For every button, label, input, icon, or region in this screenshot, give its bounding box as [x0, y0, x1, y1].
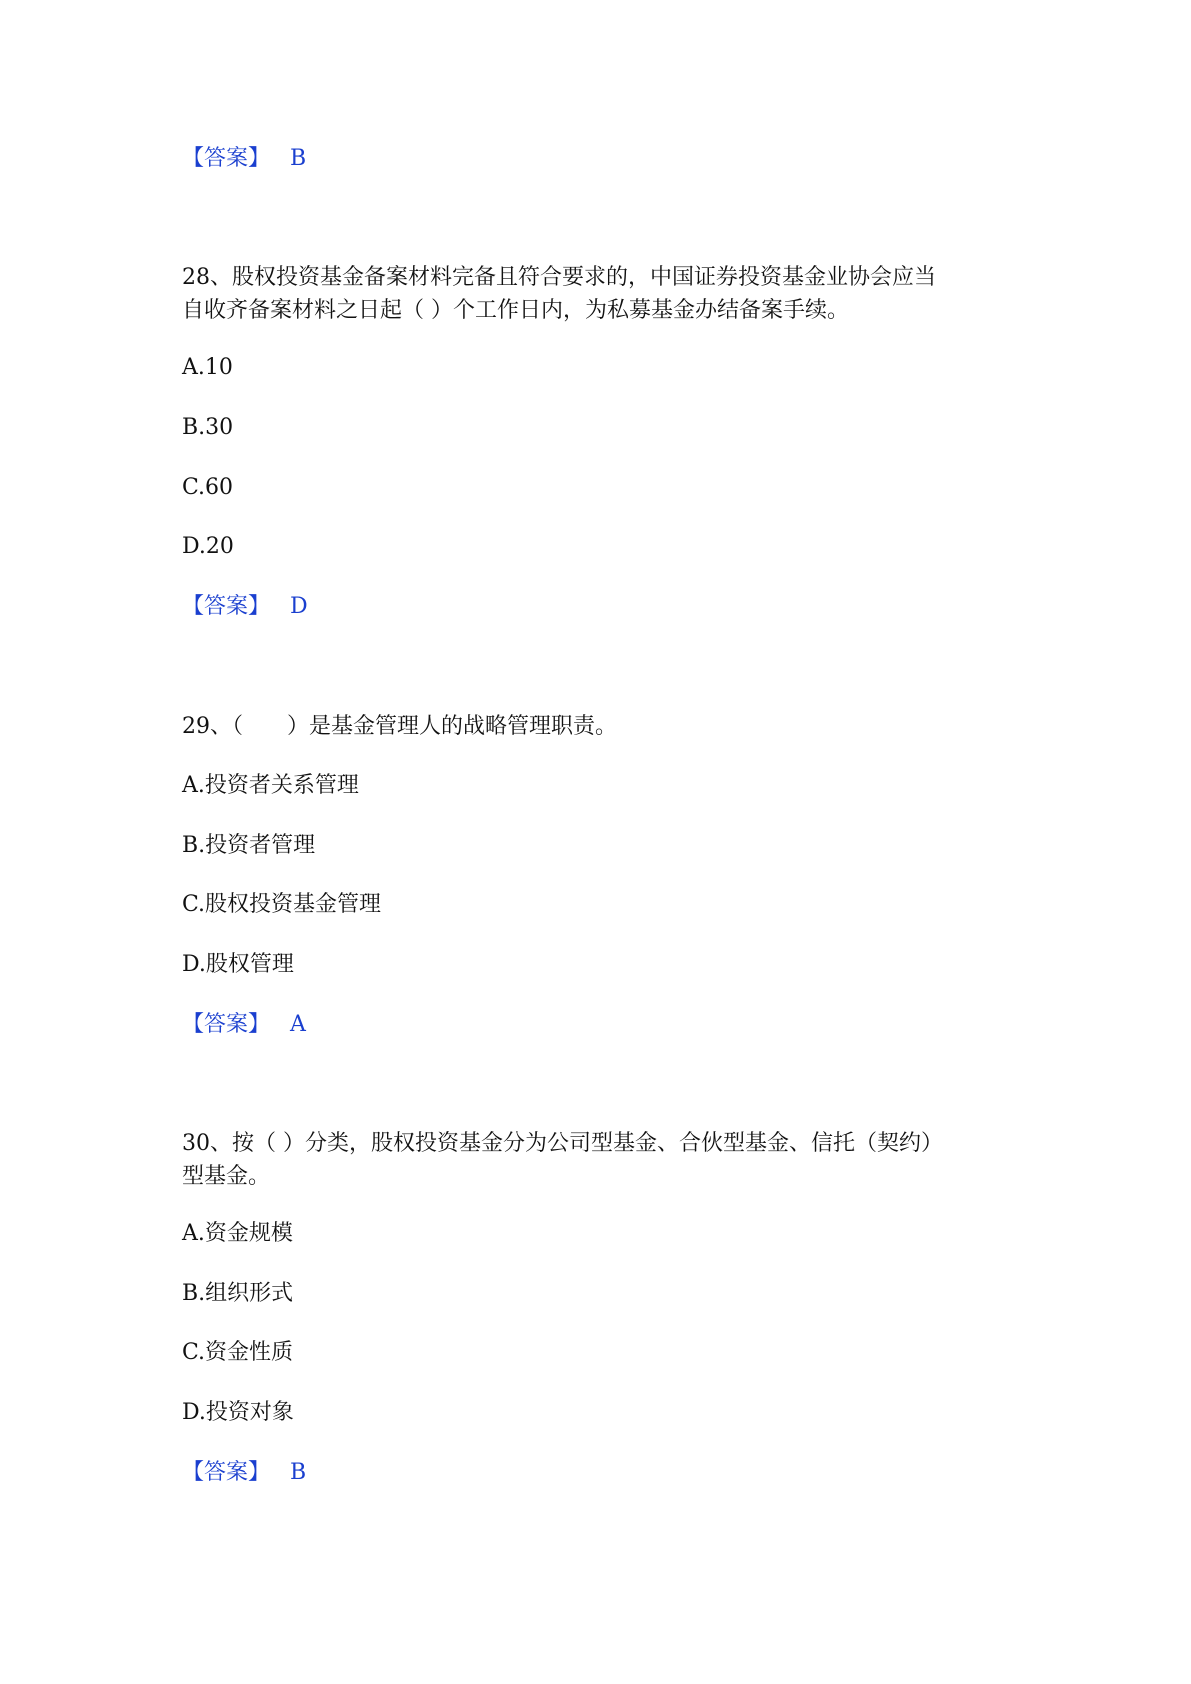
question-29-option-a: A.投资者关系管理: [182, 773, 359, 798]
answer-row-30: [182, 1457, 306, 1489]
answer-label: 【答案】: [182, 1460, 271, 1485]
question-28-stem-line-1: 28、股权投资基金备案材料完备且符合要求的，中国证券投资基金业协会应当: [182, 265, 936, 290]
question-30-option-d: D.投资对象: [182, 1400, 294, 1425]
answer-value: A: [290, 1012, 306, 1037]
answer-label: 【答案】: [182, 146, 271, 171]
question-28-option-b: B.30: [182, 415, 234, 440]
question-30-stem-line-2: 型基金。: [182, 1164, 271, 1189]
answer-label: 【答案】: [182, 594, 271, 619]
question-28-option-c: C.60: [182, 475, 234, 500]
question-30-option-b: B.组织形式: [182, 1281, 294, 1306]
question-30-stem-line-1: 30、按（ ）分类，股权投资基金分为公司型基金、合伙型基金、信托（契约）: [182, 1131, 943, 1156]
answer-row-27: [182, 143, 306, 175]
question-29-stem-line-1: 29、（ ）是基金管理人的战略管理职责。: [182, 714, 617, 739]
question-29-option-d: D.股权管理: [182, 952, 294, 977]
question-28-option-d: D.20: [182, 534, 234, 559]
question-30-option-a: A.资金规模: [182, 1221, 293, 1246]
answer-value: D: [290, 594, 308, 619]
answer-label: 【答案】: [182, 1012, 271, 1037]
answer-row-29: [182, 1009, 306, 1041]
question-30-option-c: C.资金性质: [182, 1340, 294, 1365]
question-28-option-a: A.10: [182, 355, 233, 380]
question-29-option-c: C.股权投资基金管理: [182, 892, 382, 917]
answer-value: B: [290, 1460, 307, 1485]
answer-row-28: [182, 591, 308, 623]
question-28-stem-line-2: 自收齐备案材料之日起（ ）个工作日内，为私募基金办结备案手续。: [182, 298, 849, 323]
question-29-option-b: B.投资者管理: [182, 833, 316, 858]
answer-value: B: [290, 146, 307, 171]
